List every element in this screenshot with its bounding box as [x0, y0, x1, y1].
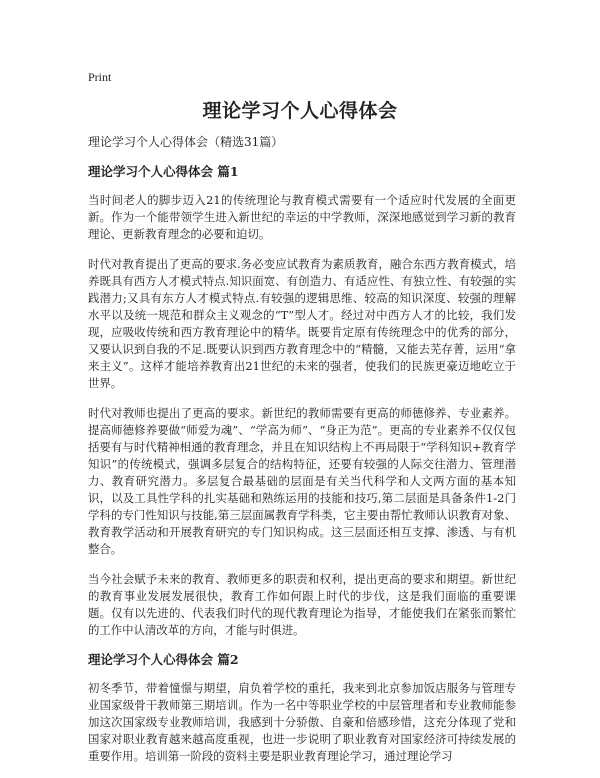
document-subtitle: 理论学习个人心得体会（精选31篇） — [88, 135, 284, 149]
section-heading-2: 理论学习个人心得体会 篇2 — [88, 652, 239, 667]
paragraph: 初冬季节，带着憧憬与期望，肩负着学校的重托，我来到北京参加饭店服务与管理专业国家级骨干教师第三期培训。作为一名中等职业学校的中层管理者和专业教师能参加这次国家级专业教师培训，我感到十分骄傲、自豪和倍感珍惜，这充分体现了党和国家对职业教育越来越高度重视，也进一步说明了职业教育对国家经济可持续发展的重要作用。培训第一阶段的资料主要是职业教育理论学习，通过理论学习 — [88, 681, 516, 763]
paragraph: 当今社会赋予未来的教育、教师更多的职责和权利，提出更高的要求和期望。新世纪的教育事业发展发展很快，教育工作如何跟上时代的步伐，这是我们面临的重要课题。仅有以先进的、代表我们时代的现代教育理论为指导，才能使我们在紧张而繁忙的工作中认清改革的方向，才能与时俱进。 — [88, 572, 516, 637]
document-title: 理论学习个人心得体会 — [202, 100, 398, 122]
paragraph: 时代对教师也提出了更高的要求。新世纪的教师需要有更高的师德修养、专业素养。提高师德修养要做“师爱为魂”、“学高为师”、“身正为范”。更高的专业素养不仅仅包括要有与时代精神相通的教育理念，并且在知识结构上不再局限于“学科知识+教育学知识”的传统模式，强调多层复合的结构特征，还要有较强的人际交往潜力、管理潜力、教育研究潜力。多层复合最基础的层面是有关当代科学和人文两方面的基本知识，以及工具性学科的扎实基础和熟练运用的技能和技巧,第二层面是具备条件1-2门学科的专门性知识与技能,第三层面属教育学科类，它主要由帮忙教师认识教育对象、教育教学活动和开展教育研究的专门知识构成。这三层面还相互支撑、渗透、与有机整合。 — [88, 406, 516, 556]
paragraph: 时代对教育提出了更高的要求.务必变应试教育为素质教育，融合东西方教育模式，培养既具有西方人才模式特点.知识面宽、有创造力、有适应性、有独立性、有较强的实践潜力;又具有东方人才模式特点.有较强的逻辑思维、较高的知识深度、较强的理解水平以及统一规范和群众主义观念的“T”型人才。经过对中西方人才的比较，我们发现，应吸收传统和西方教育理论中的精华。既要肯定原有传统理念中的优秀的部分，又要认识到自我的不足.既要认识到西方教育理念中的“精髓，又能去芜存菁，运用“拿来主义”。这样才能培养教育出21世纪的未来的强者，使我们的民族更豪迈地屹立于世界。 — [88, 257, 516, 390]
section-heading-1: 理论学习个人心得体会 篇1 — [88, 164, 239, 179]
document-body — [88, 134, 516, 778]
print-link[interactable]: Print — [88, 70, 112, 84]
paragraph: 当时间老人的脚步迈入21的传统理论与教育模式需要有一个适应时代发展的全面更新。作为一个能带领学生进入新世纪的幸运的中学教师，深深地感觉到学习新的教育理论、更新教育理念的必要和迫切。 — [88, 193, 516, 241]
